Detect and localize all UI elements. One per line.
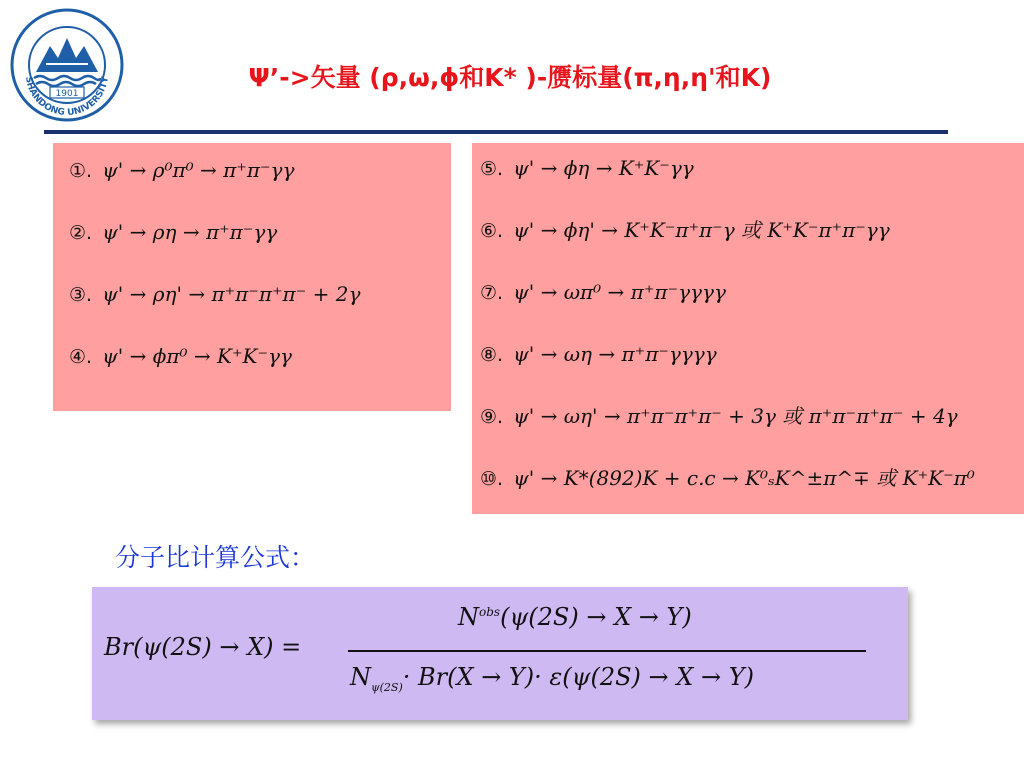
denominator-symbol: N (350, 663, 371, 691)
channel-expression: ψ' → ϕη' → K⁺K⁻π⁺π⁻γ 或 K⁺K⁻π⁺π⁻γγ (513, 218, 890, 242)
denominator-subscript: ψ(2S) (371, 680, 403, 694)
branching-ratio-formula (92, 587, 908, 720)
channel-expression: ψ' → ρη → π⁺π⁻γγ (102, 220, 278, 244)
channel-item (480, 217, 890, 244)
channel-item (69, 281, 360, 308)
channel-item (480, 155, 694, 182)
channel-number: ⑩. (480, 468, 504, 490)
denominator-rest: · Br(X → Y)· ε(ψ(2S) → X → Y) (402, 663, 754, 691)
channel-item (480, 403, 958, 430)
university-logo (8, 6, 126, 124)
channel-expression: ψ' → ρη' → π⁺π⁻π⁺π⁻ + 2γ (102, 282, 361, 306)
title-divider (44, 130, 948, 134)
channel-number: ①. (69, 160, 93, 182)
channel-expression: ψ' → ϕη → K⁺K⁻γγ (513, 156, 694, 180)
numerator-argument: (ψ(2S) → X → Y) (500, 603, 692, 631)
channel-number: ⑦. (480, 282, 504, 304)
logo-year: 1901 (55, 89, 79, 99)
channel-number: ⑥. (480, 220, 504, 242)
numerator-superscript: obs (479, 605, 501, 619)
channel-item (69, 219, 277, 246)
slide-title: Ψ’->矢量 (ρ,ω,ϕ和K* )-赝标量(π,η,η'和K) (248, 63, 772, 92)
channel-number: ⑤. (480, 158, 504, 180)
channel-box-right (472, 143, 1024, 514)
channel-number: ④. (69, 346, 93, 368)
channel-expression: ψ' → ωη → π⁺π⁻γγγγ (513, 342, 717, 366)
channel-box-left (53, 143, 451, 411)
channel-expression: ψ' → K*(892)K + c.c → K⁰ₛK^±π^∓ 或 K⁺K⁻π⁰ (513, 466, 975, 490)
formula-heading: 分子比计算公式： (115, 543, 316, 572)
channel-item (480, 341, 717, 368)
channel-expression: ψ' → ωπ⁰ → π⁺π⁻γγγγ (513, 280, 726, 304)
channel-number: ⑨. (480, 406, 504, 428)
formula-lhs: Br(ψ(2S) → X) = (104, 633, 302, 661)
formula-numerator (458, 603, 692, 631)
channel-expression: ψ' → ρ⁰π⁰ → π⁺π⁻γγ (102, 158, 295, 182)
numerator-symbol: N (458, 603, 479, 631)
logo-university-name: SHANDONG UNIVERSITY (23, 75, 111, 119)
channel-item (480, 465, 975, 492)
channel-expression: ψ' → ϕπ⁰ → K⁺K⁻γγ (102, 344, 292, 368)
channel-number: ⑧. (480, 344, 504, 366)
formula-denominator (350, 663, 754, 694)
channel-item (69, 343, 292, 370)
channel-expression: ψ' → ωη' → π⁺π⁻π⁺π⁻ + 3γ 或 π⁺π⁻π⁺π⁻ + 4γ (513, 404, 958, 428)
channel-item (69, 157, 294, 184)
channel-item (480, 279, 726, 306)
fraction-bar (348, 650, 866, 652)
channel-number: ②. (69, 222, 93, 244)
logo-emblem-icon (8, 6, 126, 124)
channel-number: ③. (69, 284, 93, 306)
